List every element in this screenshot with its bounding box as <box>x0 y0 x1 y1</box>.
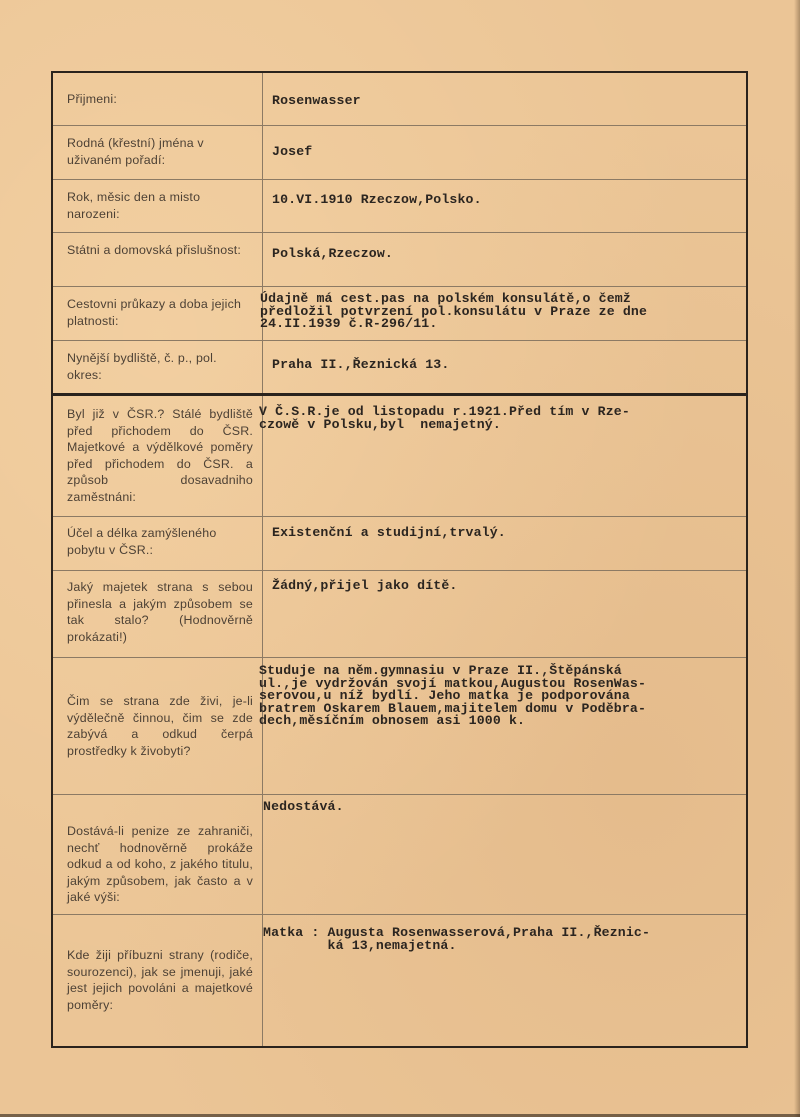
column-divider <box>262 233 263 286</box>
row-citizenship <box>53 233 746 287</box>
value-birth: 10.VI.1910 Rzeczow,Polsko. <box>272 192 482 207</box>
row-purpose <box>53 517 746 571</box>
label-previous-stay: Byl již v ČSR.? Stálé bydliště před přichodem do ČSR. Majetkové a výdělkové poměry před přichodem do ČSR. a způsob dosavadniho zaměstnáni: <box>67 407 253 504</box>
value-relatives: Matka : Augusta Rosenwasserová,Praha II.,Řeznic- ká 13,nemajetná. <box>263 925 651 953</box>
label-passport: Cestovni průkazy a doba jejich platnosti: <box>67 297 242 328</box>
value-foreign-money: Nedostává. <box>263 799 344 814</box>
label-foreign-money: Dostává-li penize ze zahraniči, nechť hodnověrně prokáže odkud a od koho, z jakého titulu, jakým způsobem, jak často a v jaké výši: <box>67 824 253 904</box>
label-relatives: Kde žiji příbuzni strany (rodiče, sourozenci), jak se jmenuji, jaké jest jejich povoláni a majetkové poměry: <box>67 948 253 1012</box>
column-divider <box>262 517 263 570</box>
row-livelihood <box>53 658 746 795</box>
column-divider <box>262 341 263 393</box>
row-surname <box>53 73 746 126</box>
row-foreign-money <box>53 795 746 915</box>
label-residence: Nynější bydliště, č. p., pol. okres: <box>67 351 217 382</box>
label-birth: Rok, měsic den a misto narozeni: <box>67 190 201 221</box>
label-livelihood: Čim se strana zde živi, je-li výdělečně činnou, čim se zde zabývá a odkud čerpá prostředky k živobyti? <box>67 694 253 758</box>
row-residence <box>53 341 746 396</box>
questionnaire-form <box>51 71 748 1048</box>
label-property: Jaký majetek strana s sebou přinesla a jakým způsobem se tak stalo? (Hodnověrně prokázati!) <box>67 580 253 644</box>
row-given-names <box>53 126 746 180</box>
row-passport <box>53 287 746 341</box>
label-citizenship: Státni a domovská přislušnost: <box>67 243 242 257</box>
label-surname: Přijmeni: <box>67 92 117 106</box>
value-given-names: Josef <box>272 144 313 159</box>
column-divider <box>262 73 263 125</box>
label-given-names: Rodná (křestní) jména v uživaném pořadí: <box>67 136 204 167</box>
value-previous-stay: V Č.S.R.je od listopadu r.1921.Před tím v Rze- czowě v Polsku,byl nemajetný. <box>259 404 630 432</box>
column-divider <box>262 126 263 179</box>
value-property: Žádný,přijel jako dítě. <box>272 578 458 593</box>
paper-edge-shadow <box>794 0 800 1117</box>
column-divider <box>262 180 263 232</box>
row-birth <box>53 180 746 233</box>
value-passport: Údajně má cest.pas na polském konsulátě,o čemž předložil potvrzení pol.konsulátu v Praze ze dne 24.II.1939 č.R-296/11. <box>260 291 648 331</box>
column-divider <box>262 571 263 657</box>
value-residence: Praha II.,Řeznická 13. <box>272 357 450 372</box>
value-purpose: Existenční a studijní,trvalý. <box>272 525 506 540</box>
row-relatives <box>53 915 746 1046</box>
row-property <box>53 571 746 658</box>
value-citizenship: Polská,Rzeczow. <box>272 246 393 261</box>
value-surname: Rosenwasser <box>272 93 361 108</box>
value-livelihood: Studuje na něm.gymnasiu v Praze II.,Štěpánská ul.,je vydržován svojí matkou,Augustou RosenWas- serovou,u níž bydlí. Jeho matka je podporována bratrem Oskarem Blauem,majitelem domu v Poděbra- dech,měsíčním obnosem asi 1000 k. <box>259 663 647 728</box>
row-previous-stay <box>53 396 746 517</box>
label-purpose: Účel a délka zamýšleného pobytu v ČSR.: <box>67 526 217 557</box>
